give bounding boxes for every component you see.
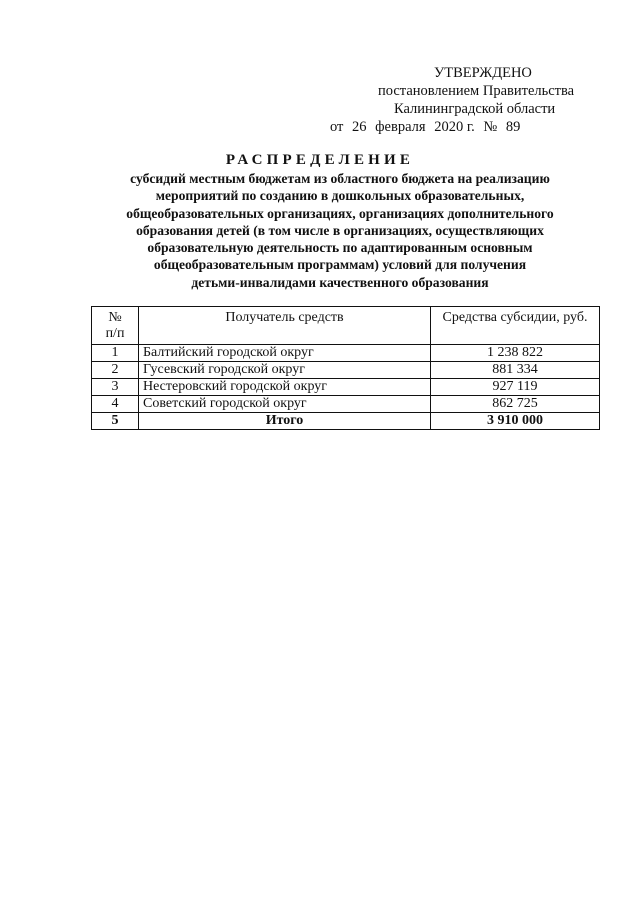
date-year: 2020 г. <box>434 119 475 135</box>
approval-date <box>330 118 630 136</box>
approval-block <box>330 64 630 136</box>
subtitle-line: мероприятий по созданию в дошкольных образовательных, <box>155 188 525 204</box>
subtitle-line: общеобразовательным программам) условий для получения <box>153 257 527 273</box>
table-row <box>92 345 600 362</box>
total-label: Итого <box>139 413 431 430</box>
total-amount: 3 910 000 <box>431 413 600 430</box>
row-recipient: Советский городской округ <box>139 396 431 413</box>
header-recipient: Получатель средств <box>139 307 431 345</box>
allocation-table <box>91 306 600 430</box>
row-recipient: Балтийский городской округ <box>139 345 431 362</box>
row-number: 1 <box>92 345 139 362</box>
row-recipient: Нестеровский городской округ <box>139 379 431 396</box>
subtitle-line: общеобразовательных организациях, организациях дополнительного <box>126 205 554 221</box>
header-number-abbr: п/п <box>105 326 125 341</box>
row-amount: 881 334 <box>431 362 600 379</box>
header-number <box>92 307 139 345</box>
number-sign: № <box>483 119 498 135</box>
header-amount: Средства субсидии, руб. <box>431 307 600 345</box>
approval-title: УТВЕРЖДЕНО <box>434 65 532 81</box>
row-number: 2 <box>92 362 139 379</box>
total-number: 5 <box>92 413 139 430</box>
table-row <box>92 396 600 413</box>
table-total-row <box>92 413 600 430</box>
subtitle-line: детьми-инвалидами качественного образования <box>191 274 489 290</box>
document-number: 89 <box>505 119 521 135</box>
row-amount: 927 119 <box>431 379 600 396</box>
approval-line-1: постановлением Правительства <box>378 83 575 99</box>
row-amount: 1 238 822 <box>431 345 600 362</box>
header-number-sign: № <box>108 310 122 325</box>
date-day: 26 <box>352 119 367 135</box>
document-title: РАСПРЕДЕЛЕНИЕ <box>225 152 415 168</box>
row-number: 3 <box>92 379 139 396</box>
approval-line-2: Калининградской области <box>394 101 556 117</box>
subtitle-line: образовательную деятельность по адаптированным основным <box>147 240 533 256</box>
subtitle-line: образования детей (в том числе в организациях, осуществляющих <box>136 222 544 238</box>
document-subtitle <box>100 170 580 291</box>
subtitle-line: субсидий местным бюджетам из областного бюджета на реализацию <box>130 171 550 186</box>
row-recipient: Гусевский городской округ <box>139 362 431 379</box>
date-prefix: от <box>330 119 344 135</box>
table-header-row <box>92 307 600 345</box>
row-number: 4 <box>92 396 139 413</box>
row-amount: 862 725 <box>431 396 600 413</box>
table-row <box>92 379 600 396</box>
date-month: февраля <box>375 119 426 135</box>
table-row <box>92 362 600 379</box>
